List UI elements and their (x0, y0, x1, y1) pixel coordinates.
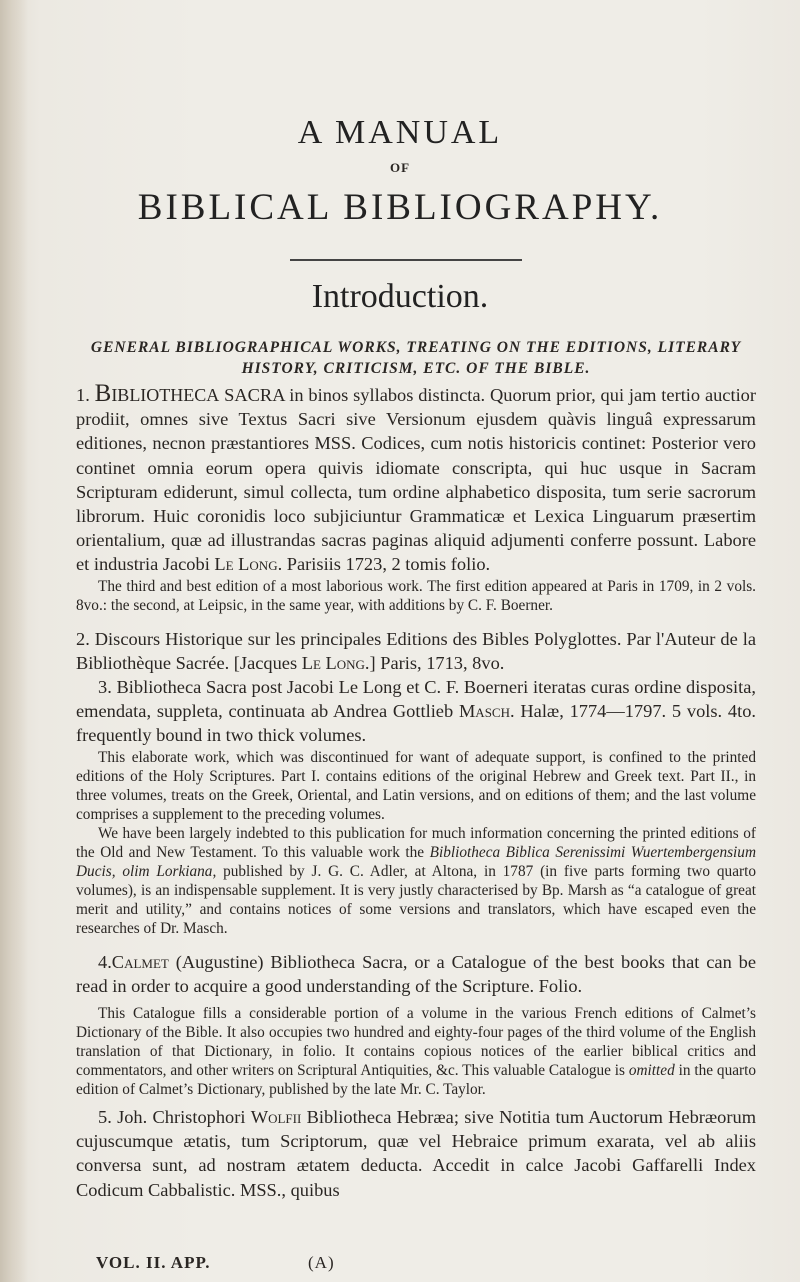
subtitle-lead: BIBLICAL (137, 187, 332, 228)
entry-4-author: Calmet (111, 951, 169, 972)
entry-2 (76, 627, 756, 675)
spacer (76, 938, 756, 950)
entry-5-tail: Bibliotheca Hebræa; sive Notitia tum Auctorum Hebræorum cujuscumque ætatis, tum Scriptorum, quæ vel Hebraice primum exarata, vel ab aliis conversa sunt, ad nostram ætatem deducta. Accedit in calce Jacobi Gaffarelli Index Codicum Cabbalistic. MSS., quibus (76, 1107, 756, 1200)
page-footer (96, 1253, 736, 1273)
entry-1-tail: Parisiis 1723, 2 tomis folio. (282, 554, 491, 575)
signature-mark: (A) (308, 1253, 335, 1272)
entry-5 (76, 1105, 756, 1202)
book-title: A MANUAL (297, 114, 503, 151)
entry-4-note (76, 1004, 756, 1099)
entry-3-tail: Halæ, 1774—1797. 5 vols. 4to. frequently bound in two thick volumes. (76, 701, 756, 746)
entry-3-note-1: This elaborate work, which was discontinued for want of adequate support, is confined to the printed editions of the Holy Scriptures. Part I. contains editions of the original Hebrew and Greek text. Part II., in three volumes, treats on the Greek, Oriental, and Latin versions, and on editions of them; and the last volume comprises a supplement to the preceding volumes. (76, 748, 756, 823)
title-connector: OF (389, 160, 411, 175)
entry-1-text: SACRA in binos syllabos distincta. Quorum prior, qui jam tertio auctior prodiit, omnes sive Textus Sacri sive Versionum ejusdem quàvis linguâ expressarum editiones, necnon præstantiores MSS. Codices, cum notis historicis continet: Posterior vero continet omnia eorum opera quivis idiomate conscripta, qui huc usque in Sacram Scripturam ediderunt, simul collecta, tum ordine alphabetico disposita, tum serie sacrorum librorum. Huic coronidis loco subjiciuntur Grammaticæ et Lexica Linguarum præsertim orientalium, quæ ad illustrandas sacras paginas aliquid adjumenti conferre possunt. Labore et industria Jacobi (76, 385, 756, 575)
section-title: Introduction. (311, 278, 489, 315)
entry-3 (76, 675, 756, 748)
entry-1-number: 1. (76, 385, 90, 405)
entry-2-tail: ] Paris, 1713, 8vo. (369, 652, 505, 673)
entry-1-lead: Bibliotheca (94, 380, 220, 407)
spacer (76, 615, 756, 627)
entry-3-note-2 (76, 824, 756, 938)
entry-1 (76, 382, 756, 577)
entry-2-text: 2. Discours Historique sur les principales Editions des Bibles Polyglottes. Par l'Auteur de la Bibliothèque Sacrée. [Jacques (76, 628, 756, 673)
entry-3-note-2c: published by J. G. C. Adler, at Altona, in 1787 (in five parts forming two quarto volumes), is an indispensable supplement. It is very justly characterised by Bp. Marsh as “a catalogue of great merit and utility,” and contains notices of some versions and translators, which have escaped even the researches of Dr. Masch. (76, 862, 756, 937)
entry-3-text: 3. Bibliotheca Sacra post Jacobi Le Long et C. F. Boerneri iteratas curas ordine disposita, emendata, suppleta, continuata ab Andrea Gottlieb (76, 677, 756, 722)
entry-4 (76, 950, 756, 998)
entry-4-note-b: omitted (628, 1062, 675, 1080)
entry-3-note-2b: Bibliotheca Biblica Serenissimi Wuertembergensium Ducis, olim Lorkiana, (76, 843, 756, 880)
entry-5-author: Wolfii (250, 1107, 302, 1128)
section-heading: GENERAL BIBLIOGRAPHICAL WORKS, TREATING ON THE EDITIONS, LITERARY HISTORY, CRITICISM, ETC. OF THE BIBLE. (90, 339, 742, 377)
entry-4-text: (Augustine) Bibliotheca Sacra, or a Catalogue of the best books that can be read in order to acquire a good understanding of the Scripture. Folio. (76, 951, 756, 996)
title-rule (290, 259, 522, 261)
entry-5-text: 5. Joh. Christophori (98, 1107, 251, 1128)
entry-2-author: Le Long. (301, 652, 370, 673)
subtitle-main: BIBLIOGRAPHY. (343, 187, 663, 228)
book-subtitle (0, 186, 800, 229)
entry-4-note-c: in the quarto edition of Calmet’s Dictionary, published by the late Mr. C. Taylor. (76, 1062, 756, 1099)
entry-4-number: 4. (98, 951, 112, 972)
page-body (76, 382, 756, 1202)
entry-3-author: Masch. (458, 701, 515, 722)
entry-1-author: Le Long. (214, 554, 283, 575)
entry-3-note-2a: We have been largely indebted to this publication for much information concerning the printed editions of the Old and New Testament. To this valuable work the (76, 824, 756, 861)
entry-1-note: The third and best edition of a most laborious work. The first edition appeared at Paris in 1709, in 2 vols. 8vo.: the second, at Leipsic, in the same year, with additions by C. F. Boerner. (76, 577, 756, 614)
entry-4-note-a: This Catalogue fills a considerable portion of a volume in the various French editions of Calmet’s Dictionary of the Bible. It also occupies two hundred and eighty-four pages of the third volume of the English translation of that Dictionary, in folio. It contains copious notices of the earlier biblical critics and commentators, and other writers on Scriptural Antiquities, &c. This valuable Catalogue is (76, 1005, 756, 1080)
volume-label: VOL. II. APP. (96, 1253, 211, 1272)
